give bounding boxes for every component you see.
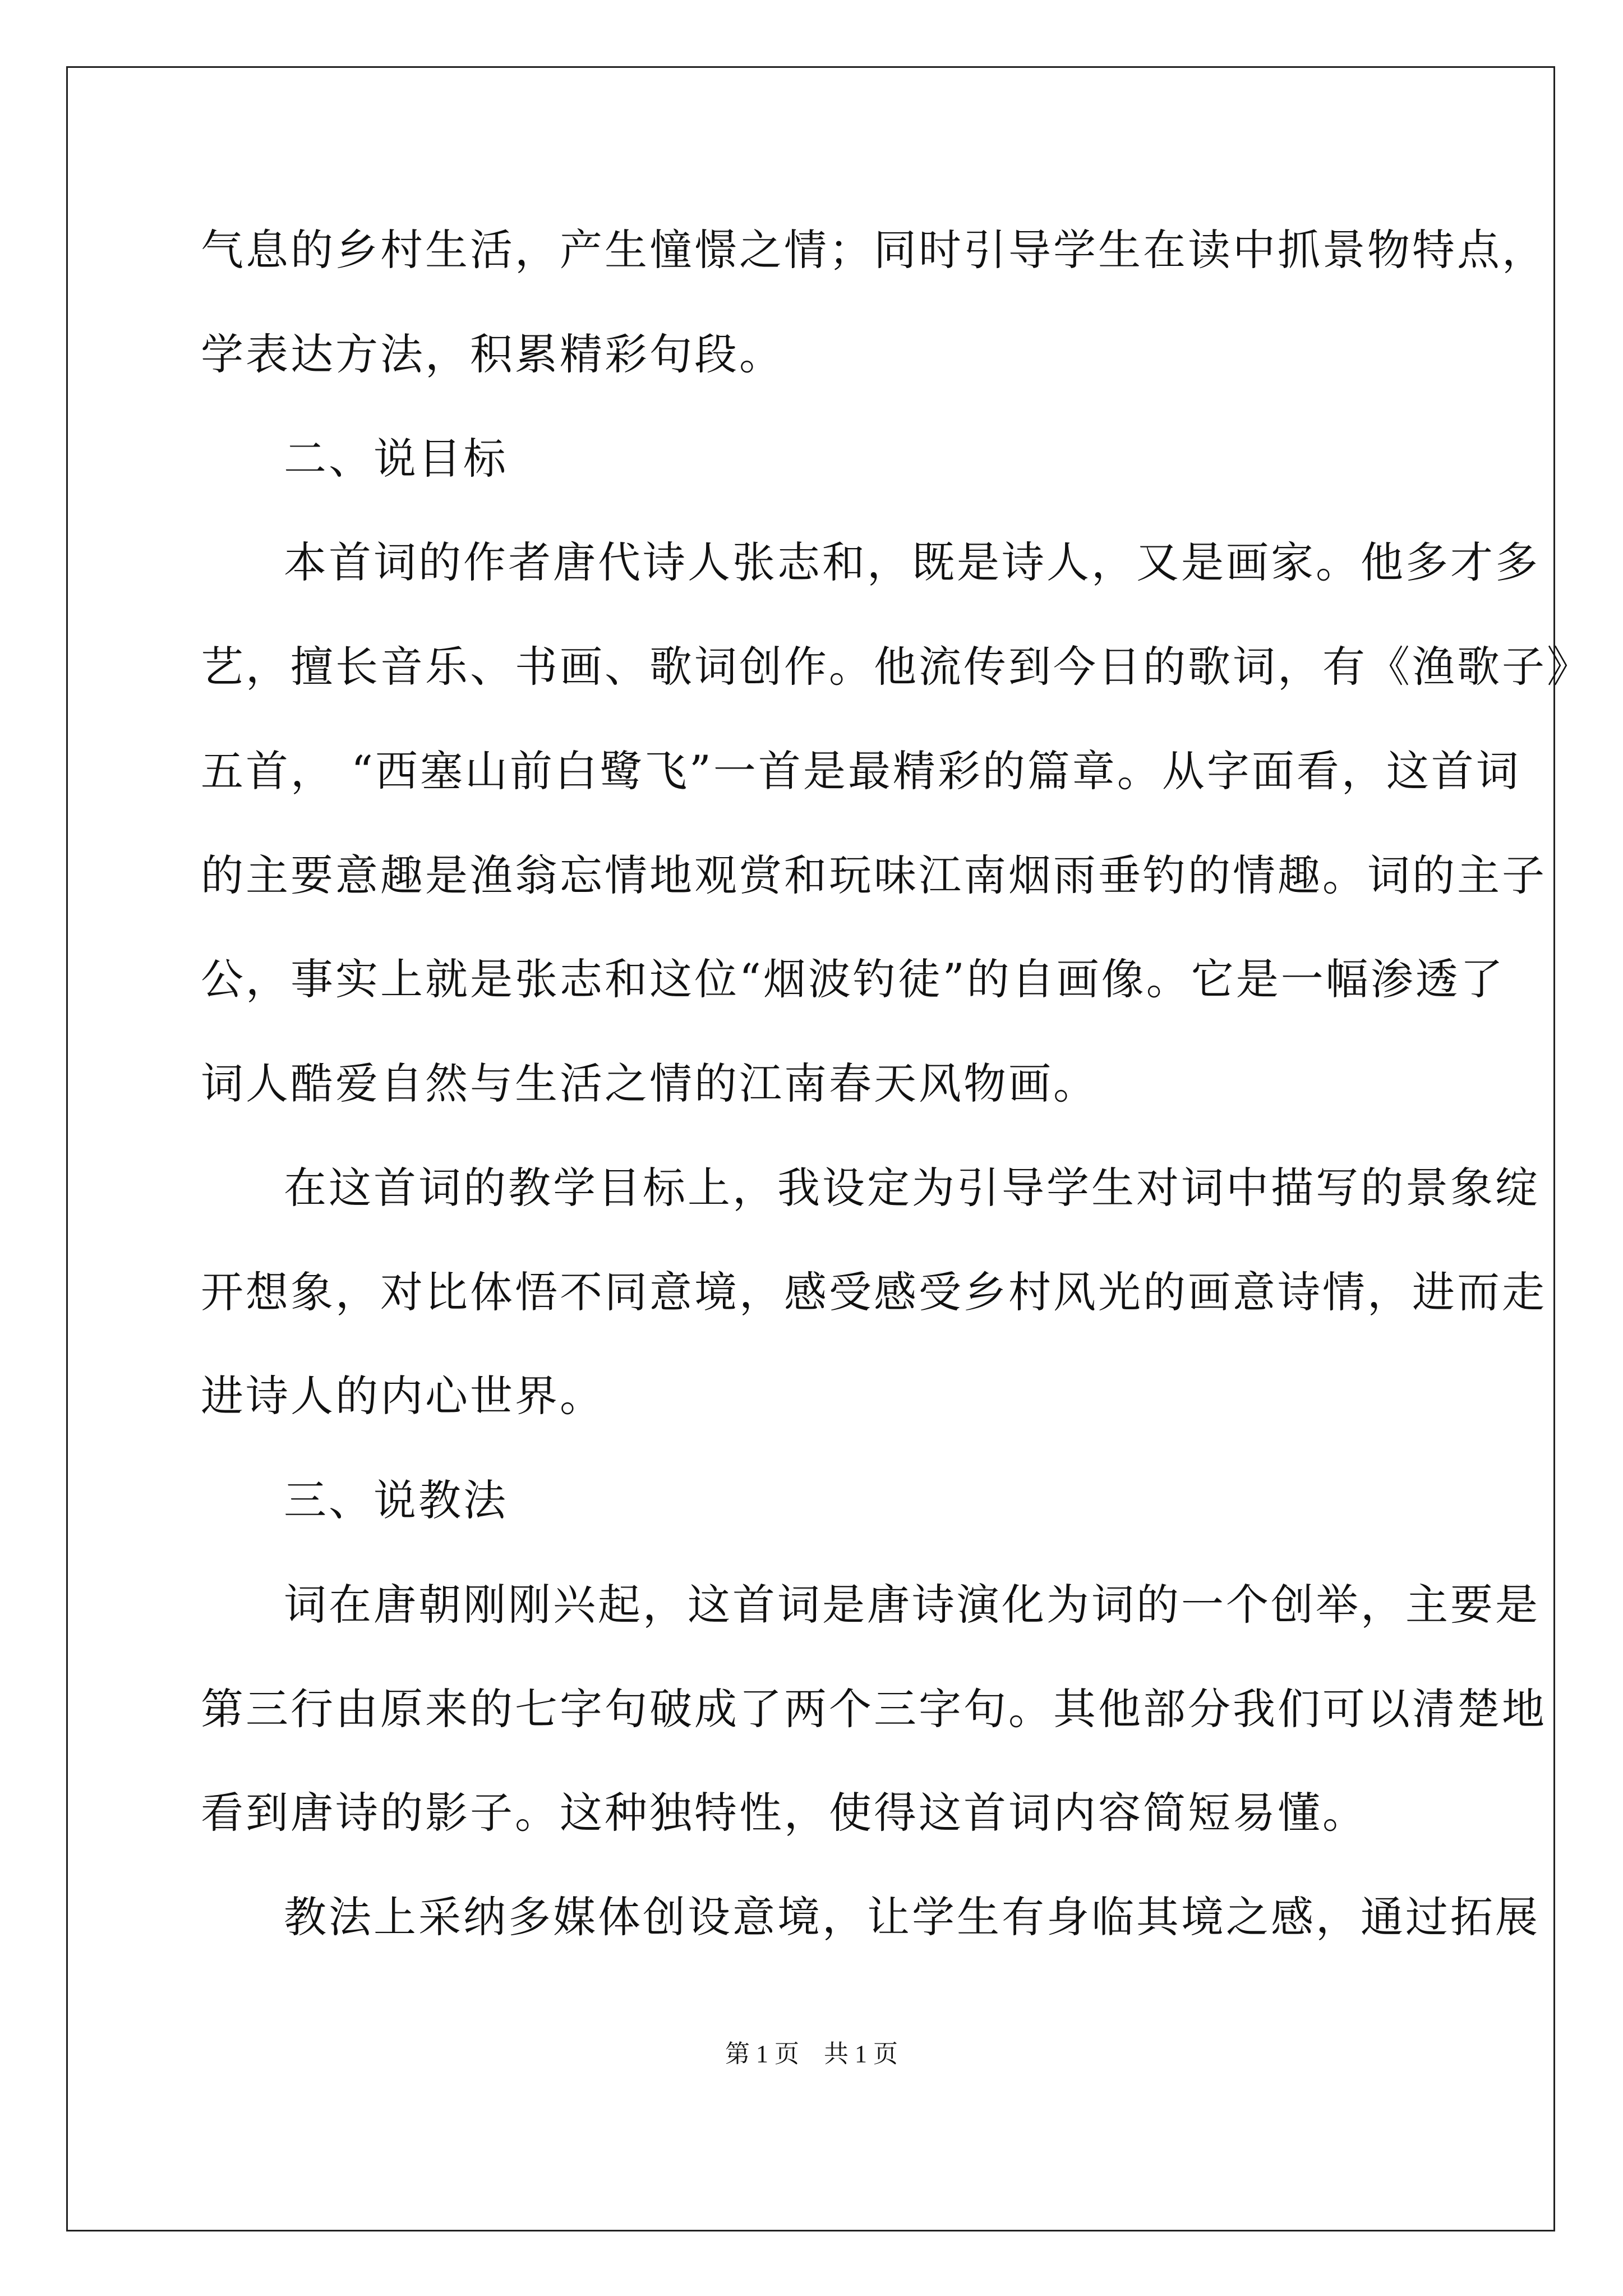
text-line-6: 五首， “西塞山前白鹭飞”一首是最精彩的篇章。从字面看，这首词 [201, 746, 1521, 796]
text-line-9: 词人酷爱自然与生活之情的江南春天风物画。 [201, 1059, 1098, 1108]
text-line-16: 看到唐诗的影子。这种独特性，使得这首词内容简短易懂。 [201, 1788, 1367, 1838]
text-line-17: 教法上采纳多媒体创设意境，让学生有身临其境之感，通过拓展 [284, 1892, 1540, 1942]
text-line-5: 艺，擅长音乐、书画、歌词创作。他流传到今日的歌词，有《渔歌子》 [201, 642, 1592, 692]
text-line-4: 本首词的作者唐代诗人张志和，既是诗人，又是画家。他多才多 [284, 537, 1540, 587]
section-heading-goals: 二、说目标 [284, 434, 508, 484]
text-line-14: 词在唐朝刚刚兴起，这首词是唐诗演化为词的一个创举，主要是 [284, 1580, 1540, 1630]
text-line-2: 学表达方法，积累精彩句段。 [201, 329, 784, 379]
text-line-1: 气息的乡村生活，产生憧憬之情；同时引导学生在读中抓景物特点， [201, 225, 1547, 275]
text-line-11: 开想象，对比体悟不同意境，感受感受乡村风光的画意诗情，进而走 [201, 1267, 1547, 1317]
text-line-8: 公，事实上就是张志和这位“烟波钓徒”的自画像。它是一幅渗透了 [201, 954, 1505, 1004]
text-line-7: 的主要意趣是渔翁忘情地观赏和玩味江南烟雨垂钓的情趣。词的主子 [201, 850, 1547, 900]
page-footer: 第 1 页 共 1 页 [725, 2040, 898, 2068]
text-line-15: 第三行由原来的七字句破成了两个三字句。其他部分我们可以清楚地 [201, 1684, 1547, 1734]
section-heading-methods: 三、说教法 [284, 1475, 508, 1525]
text-line-12: 进诗人的内心世界。 [201, 1371, 605, 1421]
text-line-10: 在这首词的教学目标上，我设定为引导学生对词中描写的景象绽 [284, 1163, 1540, 1213]
